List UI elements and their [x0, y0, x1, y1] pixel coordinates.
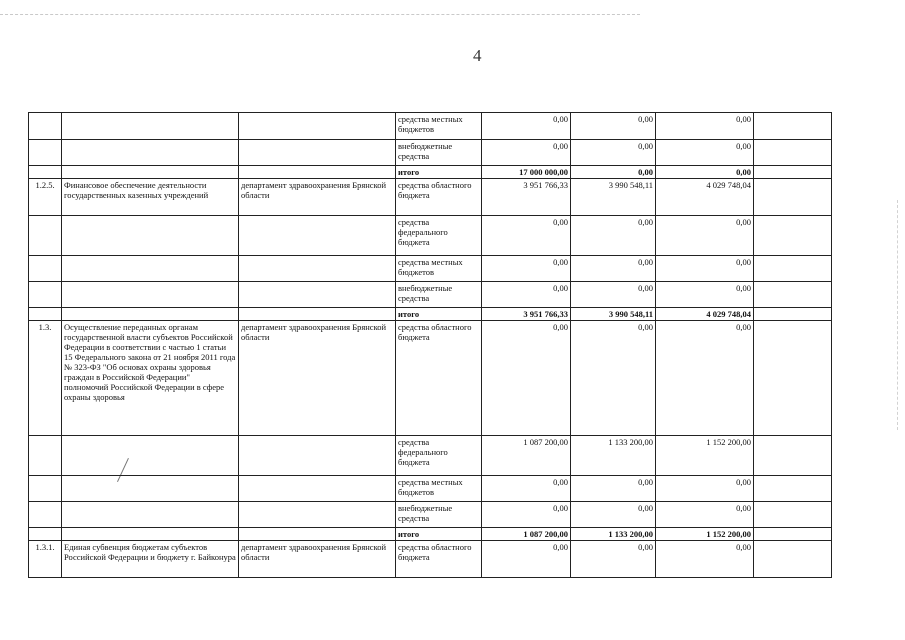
- amount-year3-cell: 0,00: [656, 140, 754, 166]
- table-row: [29, 140, 832, 166]
- table-row: [29, 321, 832, 436]
- amount-year1-cell: 0,00: [482, 502, 571, 528]
- funding-source-cell: средства местных бюджетов: [396, 256, 482, 282]
- executor-cell: [239, 308, 396, 321]
- item-number-cell: [29, 476, 62, 502]
- amount-year3-cell: 0,00: [656, 321, 754, 436]
- amount-year1-cell: 0,00: [482, 140, 571, 166]
- note-cell: [754, 528, 832, 541]
- item-name-cell: [62, 140, 239, 166]
- item-name-cell: [62, 528, 239, 541]
- funding-source-cell: внебюджетные средства: [396, 502, 482, 528]
- scan-artifact-line: [0, 14, 640, 15]
- amount-year1-cell: 0,00: [482, 541, 571, 578]
- amount-year2-cell: 0,00: [571, 140, 656, 166]
- total-row: [29, 166, 832, 179]
- item-name-cell: [62, 216, 239, 256]
- table-row: [29, 179, 832, 216]
- funding-source-cell: средства федерального бюджета: [396, 436, 482, 476]
- item-name-cell: [62, 166, 239, 179]
- item-name-cell: [62, 436, 239, 476]
- page-number: 4: [473, 46, 482, 65]
- amount-year3-cell: 0,00: [656, 113, 754, 140]
- item-number-cell: 1.3.: [29, 321, 62, 436]
- executor-cell: [239, 282, 396, 308]
- amount-year3-cell: 4 029 748,04: [656, 179, 754, 216]
- amount-year2-cell: 1 133 200,00: [571, 436, 656, 476]
- note-cell: [754, 256, 832, 282]
- amount-year3-cell: 0,00: [656, 476, 754, 502]
- scan-artifact-line: [897, 200, 898, 430]
- table-row: [29, 541, 832, 578]
- item-number-cell: [29, 502, 62, 528]
- amount-year2-cell: 0,00: [571, 282, 656, 308]
- note-cell: [754, 308, 832, 321]
- note-cell: [754, 113, 832, 140]
- amount-year1-cell: 0,00: [482, 476, 571, 502]
- amount-year3-cell: 1 152 200,00: [656, 436, 754, 476]
- note-cell: [754, 166, 832, 179]
- funding-source-cell: средства областного бюджета: [396, 321, 482, 436]
- funding-source-cell: средства областного бюджета: [396, 179, 482, 216]
- amount-year3-cell: 0,00: [656, 541, 754, 578]
- amount-year2-cell: 3 990 548,11: [571, 179, 656, 216]
- item-number-cell: 1.2.5.: [29, 179, 62, 216]
- funding-source-cell: средства местных бюджетов: [396, 113, 482, 140]
- item-number-cell: [29, 256, 62, 282]
- item-name-cell: Финансовое обеспечение деятельности государственных казенных учреждений: [62, 179, 239, 216]
- amount-year2-cell: 0,00: [571, 256, 656, 282]
- table-row: [29, 113, 832, 140]
- note-cell: [754, 282, 832, 308]
- amount-year1-cell: 1 087 200,00: [482, 436, 571, 476]
- funding-source-cell: внебюджетные средства: [396, 282, 482, 308]
- funding-source-cell: внебюджетные средства: [396, 140, 482, 166]
- amount-year2-cell: 1 133 200,00: [571, 528, 656, 541]
- amount-year1-cell: 17 000 000,00: [482, 166, 571, 179]
- amount-year1-cell: 0,00: [482, 216, 571, 256]
- amount-year3-cell: 1 152 200,00: [656, 528, 754, 541]
- funding-source-cell: средства областного бюджета: [396, 541, 482, 578]
- note-cell: [754, 179, 832, 216]
- item-name-cell: Единая субвенция бюджетам субъектов Российской Федерации и бюджету г. Байконура: [62, 541, 239, 578]
- item-name-cell: [62, 282, 239, 308]
- executor-cell: [239, 166, 396, 179]
- note-cell: [754, 502, 832, 528]
- item-name-cell: Осуществление переданных органам государственной власти субъектов Российской Федерации в соответствии с частью 1 статьи 15 Федерального закона от 21 ноября 2011 года № 323-ФЗ "Об основах охраны здоровья граждан в Российской Федерации" полномочий Российской Федерации в сфере охраны здоровья: [62, 321, 239, 436]
- amount-year3-cell: 0,00: [656, 216, 754, 256]
- executor-cell: [239, 436, 396, 476]
- executor-cell: департамент здравоохранения Брянской области: [239, 179, 396, 216]
- executor-cell: [239, 502, 396, 528]
- item-name-cell: [62, 476, 239, 502]
- amount-year1-cell: 3 951 766,33: [482, 179, 571, 216]
- note-cell: [754, 436, 832, 476]
- item-name-cell: [62, 502, 239, 528]
- executor-cell: [239, 140, 396, 166]
- item-name-cell: [62, 308, 239, 321]
- item-number-cell: [29, 140, 62, 166]
- funding-source-cell: средства федерального бюджета: [396, 216, 482, 256]
- item-name-cell: [62, 256, 239, 282]
- total-row: [29, 528, 832, 541]
- funding-source-cell: итого: [396, 308, 482, 321]
- table-row: [29, 436, 832, 476]
- item-number-cell: 1.3.1.: [29, 541, 62, 578]
- total-row: [29, 308, 832, 321]
- amount-year2-cell: 0,00: [571, 541, 656, 578]
- item-number-cell: [29, 113, 62, 140]
- amount-year2-cell: 0,00: [571, 113, 656, 140]
- item-name-cell: [62, 113, 239, 140]
- item-number-cell: [29, 308, 62, 321]
- amount-year2-cell: 3 990 548,11: [571, 308, 656, 321]
- amount-year3-cell: 0,00: [656, 256, 754, 282]
- item-number-cell: [29, 166, 62, 179]
- amount-year3-cell: 0,00: [656, 502, 754, 528]
- amount-year2-cell: 0,00: [571, 476, 656, 502]
- budget-table: [28, 112, 832, 578]
- executor-cell: департамент здравоохранения Брянской области: [239, 321, 396, 436]
- amount-year1-cell: 0,00: [482, 282, 571, 308]
- amount-year1-cell: 0,00: [482, 256, 571, 282]
- amount-year1-cell: 1 087 200,00: [482, 528, 571, 541]
- item-number-cell: [29, 216, 62, 256]
- executor-cell: [239, 113, 396, 140]
- amount-year2-cell: 0,00: [571, 166, 656, 179]
- funding-source-cell: итого: [396, 166, 482, 179]
- executor-cell: [239, 528, 396, 541]
- table-row: [29, 502, 832, 528]
- note-cell: [754, 140, 832, 166]
- table-row: [29, 476, 832, 502]
- item-number-cell: [29, 528, 62, 541]
- amount-year3-cell: 4 029 748,04: [656, 308, 754, 321]
- amount-year2-cell: 0,00: [571, 216, 656, 256]
- executor-cell: [239, 216, 396, 256]
- amount-year1-cell: 3 951 766,33: [482, 308, 571, 321]
- funding-source-cell: итого: [396, 528, 482, 541]
- executor-cell: [239, 476, 396, 502]
- executor-cell: департамент здравоохранения Брянской области: [239, 541, 396, 578]
- amount-year3-cell: 0,00: [656, 282, 754, 308]
- amount-year2-cell: 0,00: [571, 502, 656, 528]
- amount-year1-cell: 0,00: [482, 113, 571, 140]
- note-cell: [754, 216, 832, 256]
- item-number-cell: [29, 282, 62, 308]
- amount-year2-cell: 0,00: [571, 321, 656, 436]
- funding-source-cell: средства местных бюджетов: [396, 476, 482, 502]
- amount-year1-cell: 0,00: [482, 321, 571, 436]
- amount-year3-cell: 0,00: [656, 166, 754, 179]
- note-cell: [754, 321, 832, 436]
- item-number-cell: [29, 436, 62, 476]
- table-row: [29, 256, 832, 282]
- table-row: [29, 282, 832, 308]
- executor-cell: [239, 256, 396, 282]
- note-cell: [754, 541, 832, 578]
- table-row: [29, 216, 832, 256]
- note-cell: [754, 476, 832, 502]
